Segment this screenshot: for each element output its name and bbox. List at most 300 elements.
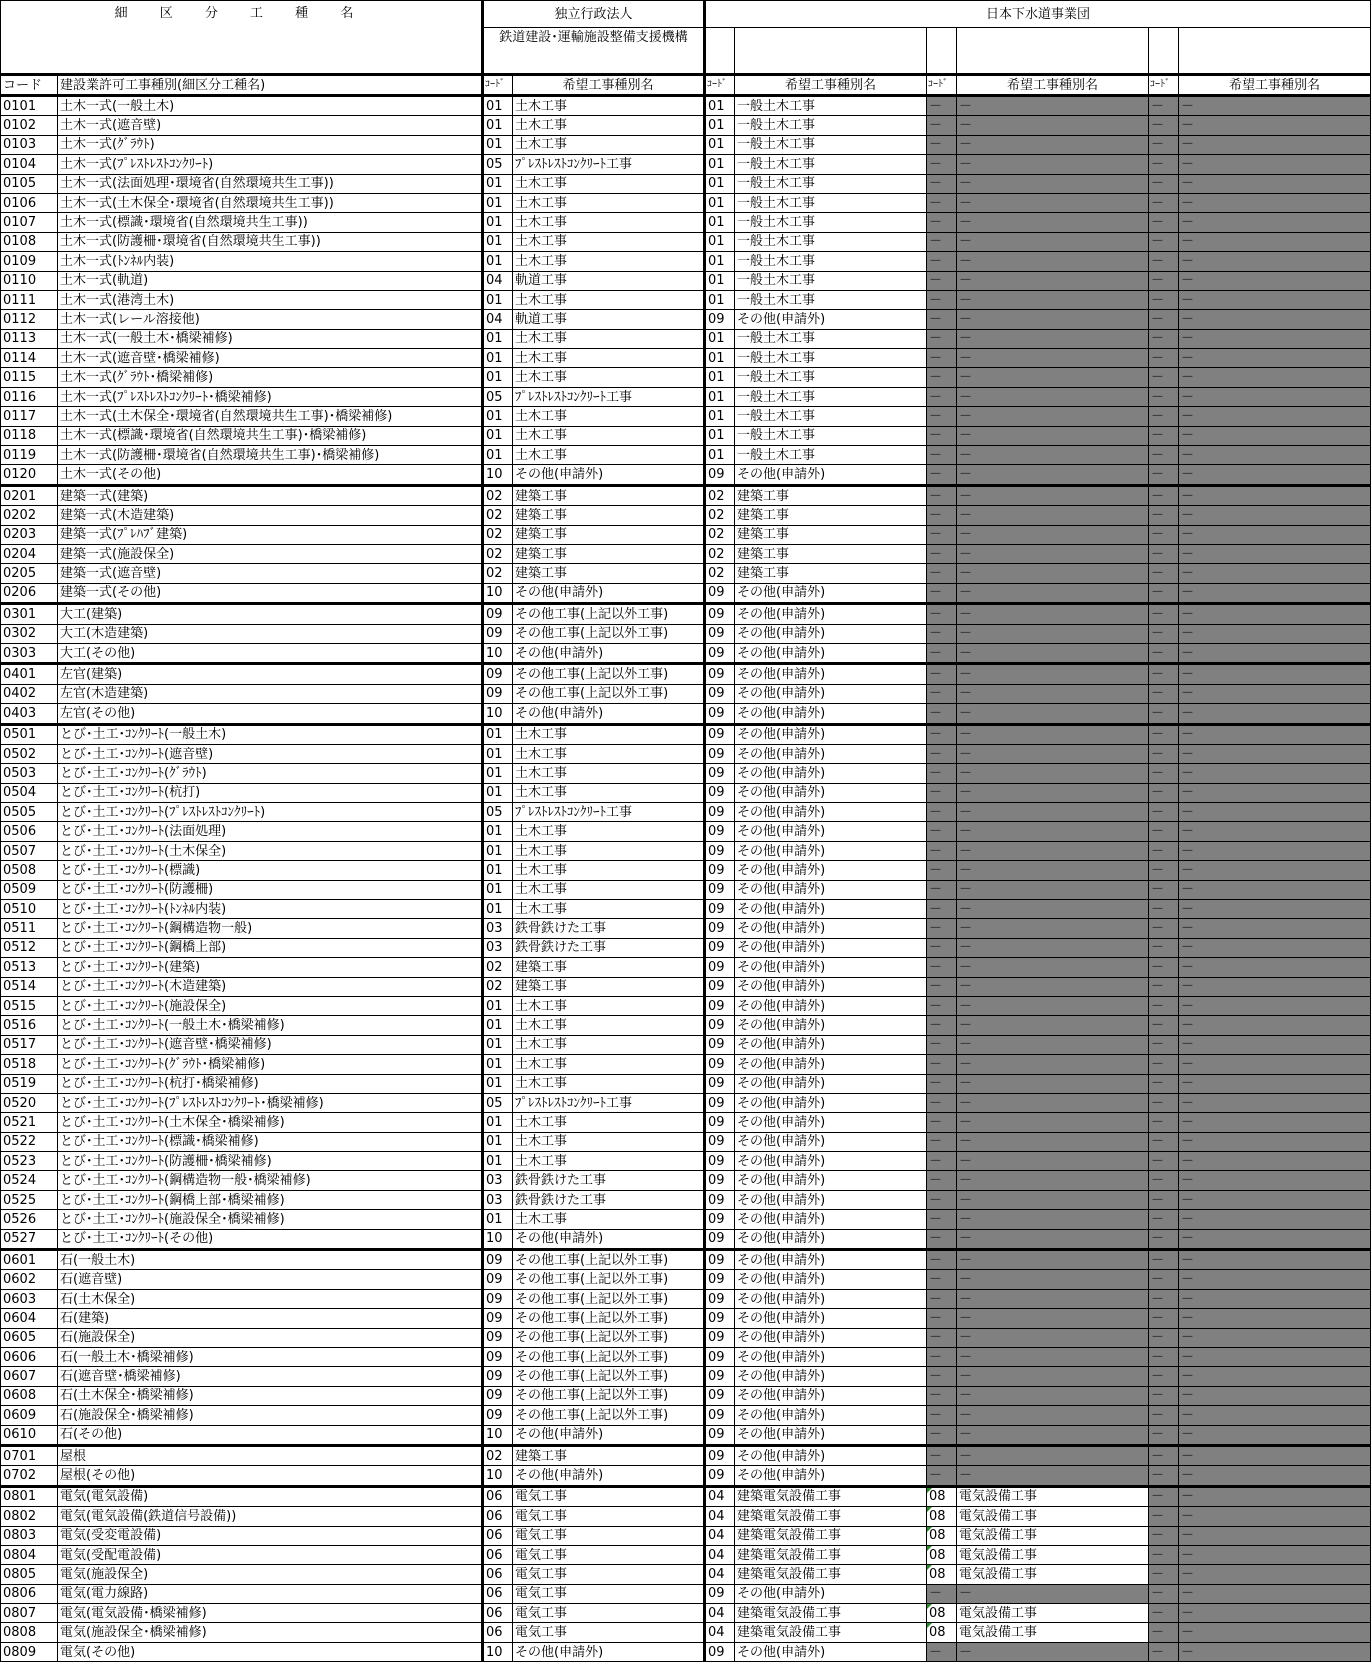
table-row (1, 958, 1371, 977)
row-code: 0113 (1, 329, 58, 348)
org1-code: 09 (483, 1309, 513, 1328)
row-permit-type: 建築一式(その他) (58, 583, 483, 603)
org2-code-1: 09 (705, 1171, 735, 1190)
header-code: コード (1, 75, 58, 96)
org1-code: 10 (483, 583, 513, 603)
table-row (1, 919, 1371, 938)
org2-code-3: － (1149, 1367, 1179, 1386)
org1-code: 01 (483, 96, 513, 116)
row-permit-type: 大工(その他) (58, 643, 483, 663)
row-permit-type: とび･土工･ｺﾝｸﾘｰﾄ(杭打･橋梁補修) (58, 1074, 483, 1093)
table-row (1, 310, 1371, 329)
row-permit-type: 石(一般土木) (58, 1250, 483, 1270)
org2-code-2: － (927, 583, 957, 603)
row-code: 0501 (1, 724, 58, 744)
org2-wish-type-2: － (957, 1328, 1149, 1347)
org2-wish-type-2: － (957, 368, 1149, 387)
header-permit-type: 建設業許可工事種別(細区分工種名) (58, 75, 483, 96)
org2-wish-type-3: － (1179, 1113, 1371, 1132)
org1-code: 01 (483, 232, 513, 251)
row-permit-type: 土木一式(防護柵･環境省(自然環境共生工事)) (58, 232, 483, 251)
org2-wish-type-2: － (957, 1035, 1149, 1054)
org2-wish-type-1: 一般土木工事 (735, 155, 927, 174)
org1-wish-type: その他工事(上記以外工事) (513, 684, 705, 703)
org2-code-2: 08 (927, 1565, 957, 1584)
org2-code-2: － (927, 861, 957, 880)
org2-wish-type-3: － (1179, 426, 1371, 445)
org1-code: 03 (483, 1171, 513, 1190)
row-code: 0525 (1, 1190, 58, 1209)
org2-code-3: － (1149, 1386, 1179, 1405)
org2-code-3: － (1149, 1425, 1179, 1445)
org1-code: 06 (483, 1604, 513, 1623)
org1-wish-type: 電気工事 (513, 1507, 705, 1526)
org2-wish-type-1: 建築工事 (735, 525, 927, 544)
org2-code-2: － (927, 1210, 957, 1229)
row-code: 0527 (1, 1229, 58, 1249)
org2-wish-type-3: － (1179, 1445, 1371, 1465)
org2-wish-type-3: － (1179, 1152, 1371, 1171)
org1-code: 03 (483, 938, 513, 957)
row-code: 0203 (1, 525, 58, 544)
org2-code-1: 09 (705, 996, 735, 1015)
org2-code-1: 09 (705, 1270, 735, 1289)
org2-wish-type-2: 電気設備工事 (957, 1486, 1149, 1506)
org2-wish-type-2: 電気設備工事 (957, 1623, 1149, 1642)
org2-wish-type-2: － (957, 465, 1149, 485)
table-row (1, 387, 1371, 406)
org2-wish-type-1: その他(申請外) (735, 664, 927, 684)
org2-wish-type-2: － (957, 1642, 1149, 1661)
org2-wish-type-1: その他(申請外) (735, 1466, 927, 1486)
org2-code-1: 01 (705, 193, 735, 212)
org2-wish-type-1: 一般土木工事 (735, 232, 927, 251)
org1-wish-type: 土木工事 (513, 724, 705, 744)
row-code: 0702 (1, 1466, 58, 1486)
org2-code-1: 09 (705, 643, 735, 663)
header-code-3: ｺｰﾄﾞ (927, 75, 957, 96)
header-code-4: ｺｰﾄﾞ (1149, 75, 1179, 96)
row-permit-type: 左官(建築) (58, 664, 483, 684)
org2-wish-type-2: － (957, 604, 1149, 624)
org2-code-2: － (927, 1132, 957, 1151)
org2-wish-type-1: その他(申請外) (735, 704, 927, 724)
table-row (1, 1171, 1371, 1190)
org2-wish-type-2: － (957, 310, 1149, 329)
org2-code-3: － (1149, 290, 1179, 309)
org2-wish-type-1: 建築電気設備工事 (735, 1507, 927, 1526)
row-code: 0519 (1, 1074, 58, 1093)
org1-code: 10 (483, 704, 513, 724)
org1-wish-type: その他(申請外) (513, 465, 705, 485)
org2-wish-type-1: その他(申請外) (735, 1190, 927, 1209)
row-code: 0701 (1, 1445, 58, 1465)
org2-code-1: 02 (705, 564, 735, 583)
org2-code-2: 08 (927, 1507, 957, 1526)
org2-wish-type-3: － (1179, 213, 1371, 232)
org2-wish-type-1: 一般土木工事 (735, 290, 927, 309)
row-permit-type: 大工(建築) (58, 604, 483, 624)
org2-code-2: － (927, 1074, 957, 1093)
table-row (1, 1035, 1371, 1054)
org2-code-1: 09 (705, 604, 735, 624)
org1-wish-type: その他工事(上記以外工事) (513, 1250, 705, 1270)
org2-code-2: － (927, 1328, 957, 1347)
org2-wish-type-3: － (1179, 1309, 1371, 1328)
org2-code-3: － (1149, 938, 1179, 957)
org2-wish-type-1: 一般土木工事 (735, 193, 927, 212)
org2-wish-type-1: その他(申請外) (735, 1055, 927, 1074)
row-code: 0522 (1, 1132, 58, 1151)
org2-code-2: － (927, 116, 957, 135)
org2-wish-type-3: － (1179, 900, 1371, 919)
table-row (1, 155, 1371, 174)
org2-code-2: 08 (927, 1526, 957, 1545)
org2-wish-type-3: － (1179, 841, 1371, 860)
org2-code-3: － (1149, 232, 1179, 251)
org2-wish-type-3: － (1179, 583, 1371, 603)
org2-wish-type-3: － (1179, 938, 1371, 957)
table-row (1, 232, 1371, 251)
table-row (1, 1386, 1371, 1405)
org2-wish-type-2: － (957, 1229, 1149, 1249)
org2-code-3: － (1149, 1250, 1179, 1270)
org2-wish-type-3: － (1179, 1074, 1371, 1093)
org1-code: 09 (483, 1328, 513, 1347)
org2-wish-type-2: － (957, 387, 1149, 406)
org2-code-2: － (927, 822, 957, 841)
org2-code-2: － (927, 744, 957, 763)
org2-wish-type-1: その他(申請外) (735, 1093, 927, 1112)
org1-code: 05 (483, 155, 513, 174)
org2-wish-type-1: その他(申請外) (735, 1328, 927, 1347)
org2-code-1: 09 (705, 880, 735, 899)
org2-code-3: － (1149, 664, 1179, 684)
row-permit-type: 土木一式(ﾌﾟﾚｽﾄﾚｽﾄｺﾝｸﾘｰﾄ･橋梁補修) (58, 387, 483, 406)
row-permit-type: とび･土工･ｺﾝｸﾘｰﾄ(ﾌﾟﾚｽﾄﾚｽﾄｺﾝｸﾘｰﾄ) (58, 803, 483, 822)
table-row (1, 506, 1371, 525)
org2-wish-type-2: － (957, 506, 1149, 525)
row-permit-type: 石(施設保全) (58, 1328, 483, 1347)
org1-wish-type: 土木工事 (513, 232, 705, 251)
table-row (1, 724, 1371, 744)
org2-wish-type-1: 一般土木工事 (735, 387, 927, 406)
org2-code-2: － (927, 174, 957, 193)
org1-code: 09 (483, 664, 513, 684)
table-row (1, 96, 1371, 116)
org2-code-2: － (927, 1113, 957, 1132)
org2-code-1: 01 (705, 368, 735, 387)
org2-wish-type-1: その他(申請外) (735, 1016, 927, 1035)
org2-code-3: － (1149, 604, 1179, 624)
org2-code-1: 01 (705, 349, 735, 368)
org2-wish-type-1: その他(申請外) (735, 1386, 927, 1405)
row-permit-type: 電気(その他) (58, 1642, 483, 1661)
org2-wish-type-1: 建築工事 (735, 506, 927, 525)
row-code: 0115 (1, 368, 58, 387)
org1-code: 01 (483, 900, 513, 919)
header-code-2: ｺｰﾄﾞ (705, 75, 735, 96)
org2-wish-type-1: その他(申請外) (735, 1035, 927, 1054)
row-code: 0515 (1, 996, 58, 1015)
row-permit-type: とび･土工･ｺﾝｸﾘｰﾄ(防護柵･橋梁補修) (58, 1152, 483, 1171)
org2-wish-type-2: － (957, 407, 1149, 426)
table-row (1, 1229, 1371, 1249)
org1-code: 01 (483, 724, 513, 744)
org1-code: 09 (483, 684, 513, 703)
org2-code-3: － (1149, 96, 1179, 116)
org2-code-1: 01 (705, 290, 735, 309)
org2-wish-type-3: － (1179, 116, 1371, 135)
org1-wish-type: 土木工事 (513, 841, 705, 860)
table-row (1, 1642, 1371, 1661)
table-row (1, 1250, 1371, 1270)
org2-code-1: 09 (705, 1074, 735, 1093)
org1-code: 01 (483, 1055, 513, 1074)
org1-code: 02 (483, 564, 513, 583)
table-row (1, 525, 1371, 544)
row-code: 0514 (1, 977, 58, 996)
org1-code: 10 (483, 1466, 513, 1486)
org2-wish-type-3: － (1179, 1545, 1371, 1564)
row-permit-type: 電気(受配電設備) (58, 1545, 483, 1564)
org2-code-3: － (1149, 841, 1179, 860)
row-permit-type: とび･土工･ｺﾝｸﾘｰﾄ(一般土木) (58, 724, 483, 744)
table-row (1, 1604, 1371, 1623)
org2-code-2: － (927, 1642, 957, 1661)
org2-code-3: － (1149, 1565, 1179, 1584)
table-row (1, 1348, 1371, 1367)
row-code: 0110 (1, 271, 58, 290)
org2-code-3: － (1149, 544, 1179, 563)
org2-code-1: 09 (705, 1289, 735, 1308)
org2-code-1: 09 (705, 1132, 735, 1151)
table-row (1, 213, 1371, 232)
row-permit-type: 土木一式(軌道) (58, 271, 483, 290)
org2-code-3: － (1149, 977, 1179, 996)
org2-code-3: － (1149, 624, 1179, 643)
org2-code-1: 02 (705, 525, 735, 544)
table-row (1, 803, 1371, 822)
table-row (1, 604, 1371, 624)
row-code: 0511 (1, 919, 58, 938)
org2-code-3: － (1149, 1348, 1179, 1367)
org2-code-2: － (927, 1229, 957, 1249)
org2-wish-type-1: 建築電気設備工事 (735, 1545, 927, 1564)
org1-code: 01 (483, 1016, 513, 1035)
table-row (1, 1526, 1371, 1545)
org2-code-2: － (927, 1035, 957, 1054)
org2-wish-type-2: － (957, 664, 1149, 684)
row-code: 0503 (1, 764, 58, 783)
org2-wish-type-2: － (957, 724, 1149, 744)
org2-code-3: － (1149, 1016, 1179, 1035)
row-permit-type: 電気(施設保全) (58, 1565, 483, 1584)
org2-wish-type-3: － (1179, 1466, 1371, 1486)
table-row (1, 880, 1371, 899)
org2-wish-type-2: － (957, 1055, 1149, 1074)
row-permit-type: 建築一式(施設保全) (58, 544, 483, 563)
org2-code-2: 08 (927, 1545, 957, 1564)
org2-wish-type-3: － (1179, 1055, 1371, 1074)
table-row (1, 407, 1371, 426)
org2-code-3: － (1149, 1171, 1179, 1190)
org2-wish-type-3: － (1179, 1270, 1371, 1289)
org2-code-3: － (1149, 684, 1179, 703)
org2-code-1: 09 (705, 1642, 735, 1661)
org2-code-3: － (1149, 643, 1179, 663)
row-permit-type: とび･土工･ｺﾝｸﾘｰﾄ(遮音壁) (58, 744, 483, 763)
org1-wish-type: 土木工事 (513, 368, 705, 387)
table-row (1, 938, 1371, 957)
org2-wish-type-2: － (957, 1132, 1149, 1151)
org2-wish-type-2: － (957, 329, 1149, 348)
row-permit-type: 石(施設保全･橋梁補修) (58, 1406, 483, 1425)
org1-wish-type: その他工事(上記以外工事) (513, 1328, 705, 1347)
org2-code-3: － (1149, 822, 1179, 841)
org2-code-1: 01 (705, 232, 735, 251)
row-code: 0809 (1, 1642, 58, 1661)
org2-code-3: － (1149, 407, 1179, 426)
org1-wish-type: 土木工事 (513, 116, 705, 135)
row-permit-type: 石(遮音壁) (58, 1270, 483, 1289)
org2-wish-type-1: その他(申請外) (735, 465, 927, 485)
row-code: 0108 (1, 232, 58, 251)
row-code: 0103 (1, 135, 58, 154)
row-permit-type: 石(遮音壁･橋梁補修) (58, 1367, 483, 1386)
org2-wish-type-2: － (957, 1093, 1149, 1112)
org2-code-1: 01 (705, 446, 735, 465)
org2-code-1: 09 (705, 583, 735, 603)
org2-wish-type-3: － (1179, 643, 1371, 663)
org2-code-3: － (1149, 252, 1179, 271)
org2-code-3: － (1149, 1074, 1179, 1093)
org2-code-1: 09 (705, 841, 735, 860)
org1-wish-type: ﾌﾟﾚｽﾄﾚｽﾄｺﾝｸﾘｰﾄ工事 (513, 1093, 705, 1112)
org2-wish-type-3: － (1179, 1328, 1371, 1347)
org1-wish-type: 建築工事 (513, 564, 705, 583)
org2-wish-type-3: － (1179, 1425, 1371, 1445)
org2-code-3: － (1149, 349, 1179, 368)
row-permit-type: 土木一式(防護柵･環境省(自然環境共生工事)･橋梁補修) (58, 446, 483, 465)
org2-code-3: － (1149, 783, 1179, 802)
row-permit-type: 土木一式(遮音壁) (58, 116, 483, 135)
org2-code-1: 04 (705, 1565, 735, 1584)
org2-wish-type-3: － (1179, 252, 1371, 271)
row-code: 0502 (1, 744, 58, 763)
org1-code: 01 (483, 1132, 513, 1151)
row-code: 0117 (1, 407, 58, 426)
org2-code-1: 09 (705, 783, 735, 802)
org2-code-2: － (927, 604, 957, 624)
org2-code-3: － (1149, 996, 1179, 1015)
table-row (1, 290, 1371, 309)
table-row (1, 271, 1371, 290)
row-code: 0201 (1, 485, 58, 505)
org2-wish-type-1: 一般土木工事 (735, 116, 927, 135)
org2-code-2: － (927, 155, 957, 174)
org2-code-1: 01 (705, 174, 735, 193)
org2-wish-type-2: － (957, 1289, 1149, 1308)
row-code: 0104 (1, 155, 58, 174)
org2-code-3: － (1149, 1210, 1179, 1229)
row-permit-type: 石(その他) (58, 1425, 483, 1445)
org2-code-2: － (927, 1289, 957, 1308)
org2-code-2: － (927, 1309, 957, 1328)
org2-code-3: － (1149, 1526, 1179, 1545)
row-code: 0109 (1, 252, 58, 271)
row-code: 0112 (1, 310, 58, 329)
org2-code-1: 01 (705, 116, 735, 135)
org1-code: 10 (483, 1425, 513, 1445)
org1-code: 01 (483, 783, 513, 802)
org2-wish-type-2: － (957, 232, 1149, 251)
org2-wish-type-1: 一般土木工事 (735, 407, 927, 426)
org2-code-2: － (927, 919, 957, 938)
org2-wish-type-3: － (1179, 329, 1371, 348)
org2-wish-type-1: 一般土木工事 (735, 252, 927, 271)
org1-wish-type: 土木工事 (513, 96, 705, 116)
org2-wish-type-2: － (957, 996, 1149, 1015)
org2-code-2: － (927, 564, 957, 583)
org2-code-1: 09 (705, 1406, 735, 1425)
org2-code-3: － (1149, 1035, 1179, 1054)
row-permit-type: とび･土工･ｺﾝｸﾘｰﾄ(土木保全) (58, 841, 483, 860)
org2-code-3: － (1149, 1132, 1179, 1151)
row-code: 0518 (1, 1055, 58, 1074)
table-row (1, 1289, 1371, 1308)
row-permit-type: 土木一式(標識･環境省(自然環境共生工事)･橋梁補修) (58, 426, 483, 445)
org2-wish-type-1: 一般土木工事 (735, 213, 927, 232)
org2-wish-type-3: － (1179, 387, 1371, 406)
org2-wish-type-1: その他(申請外) (735, 764, 927, 783)
org2-code-3: － (1149, 861, 1179, 880)
row-code: 0513 (1, 958, 58, 977)
org1-wish-type: その他工事(上記以外工事) (513, 1270, 705, 1289)
row-permit-type: 土木一式(ｸﾞﾗｳﾄ･橋梁補修) (58, 368, 483, 387)
org2-code-3: － (1149, 803, 1179, 822)
org2-name: 日本下水道事業団 (705, 1, 1371, 28)
row-code: 0302 (1, 624, 58, 643)
org2-wish-type-1: 一般土木工事 (735, 368, 927, 387)
row-code: 0605 (1, 1328, 58, 1347)
header-wish-4: 希望工事種別名 (1179, 75, 1371, 96)
org2-wish-type-2: － (957, 783, 1149, 802)
org1-wish-type: 土木工事 (513, 329, 705, 348)
row-code: 0303 (1, 643, 58, 663)
org2-code-1: 09 (705, 704, 735, 724)
org1-wish-type: その他工事(上記以外工事) (513, 1386, 705, 1405)
row-permit-type: とび･土工･ｺﾝｸﾘｰﾄ(建築) (58, 958, 483, 977)
org1-wish-type: 電気工事 (513, 1545, 705, 1564)
org2-code-3: － (1149, 446, 1179, 465)
row-code: 0102 (1, 116, 58, 135)
row-code: 0808 (1, 1623, 58, 1642)
org2-wish-type-1: その他(申請外) (735, 958, 927, 977)
row-code: 0507 (1, 841, 58, 860)
org2-code-3: － (1149, 900, 1179, 919)
org2-wish-type-2: － (957, 1016, 1149, 1035)
row-code: 0506 (1, 822, 58, 841)
org1-wish-type: その他工事(上記以外工事) (513, 604, 705, 624)
org2-wish-type-2: － (957, 290, 1149, 309)
org2-wish-type-3: － (1179, 1190, 1371, 1209)
table-row (1, 174, 1371, 193)
row-permit-type: 電気(施設保全･橋梁補修) (58, 1623, 483, 1642)
org2-wish-type-3: － (1179, 193, 1371, 212)
org2-code-2: － (927, 684, 957, 703)
org1-code: 01 (483, 116, 513, 135)
